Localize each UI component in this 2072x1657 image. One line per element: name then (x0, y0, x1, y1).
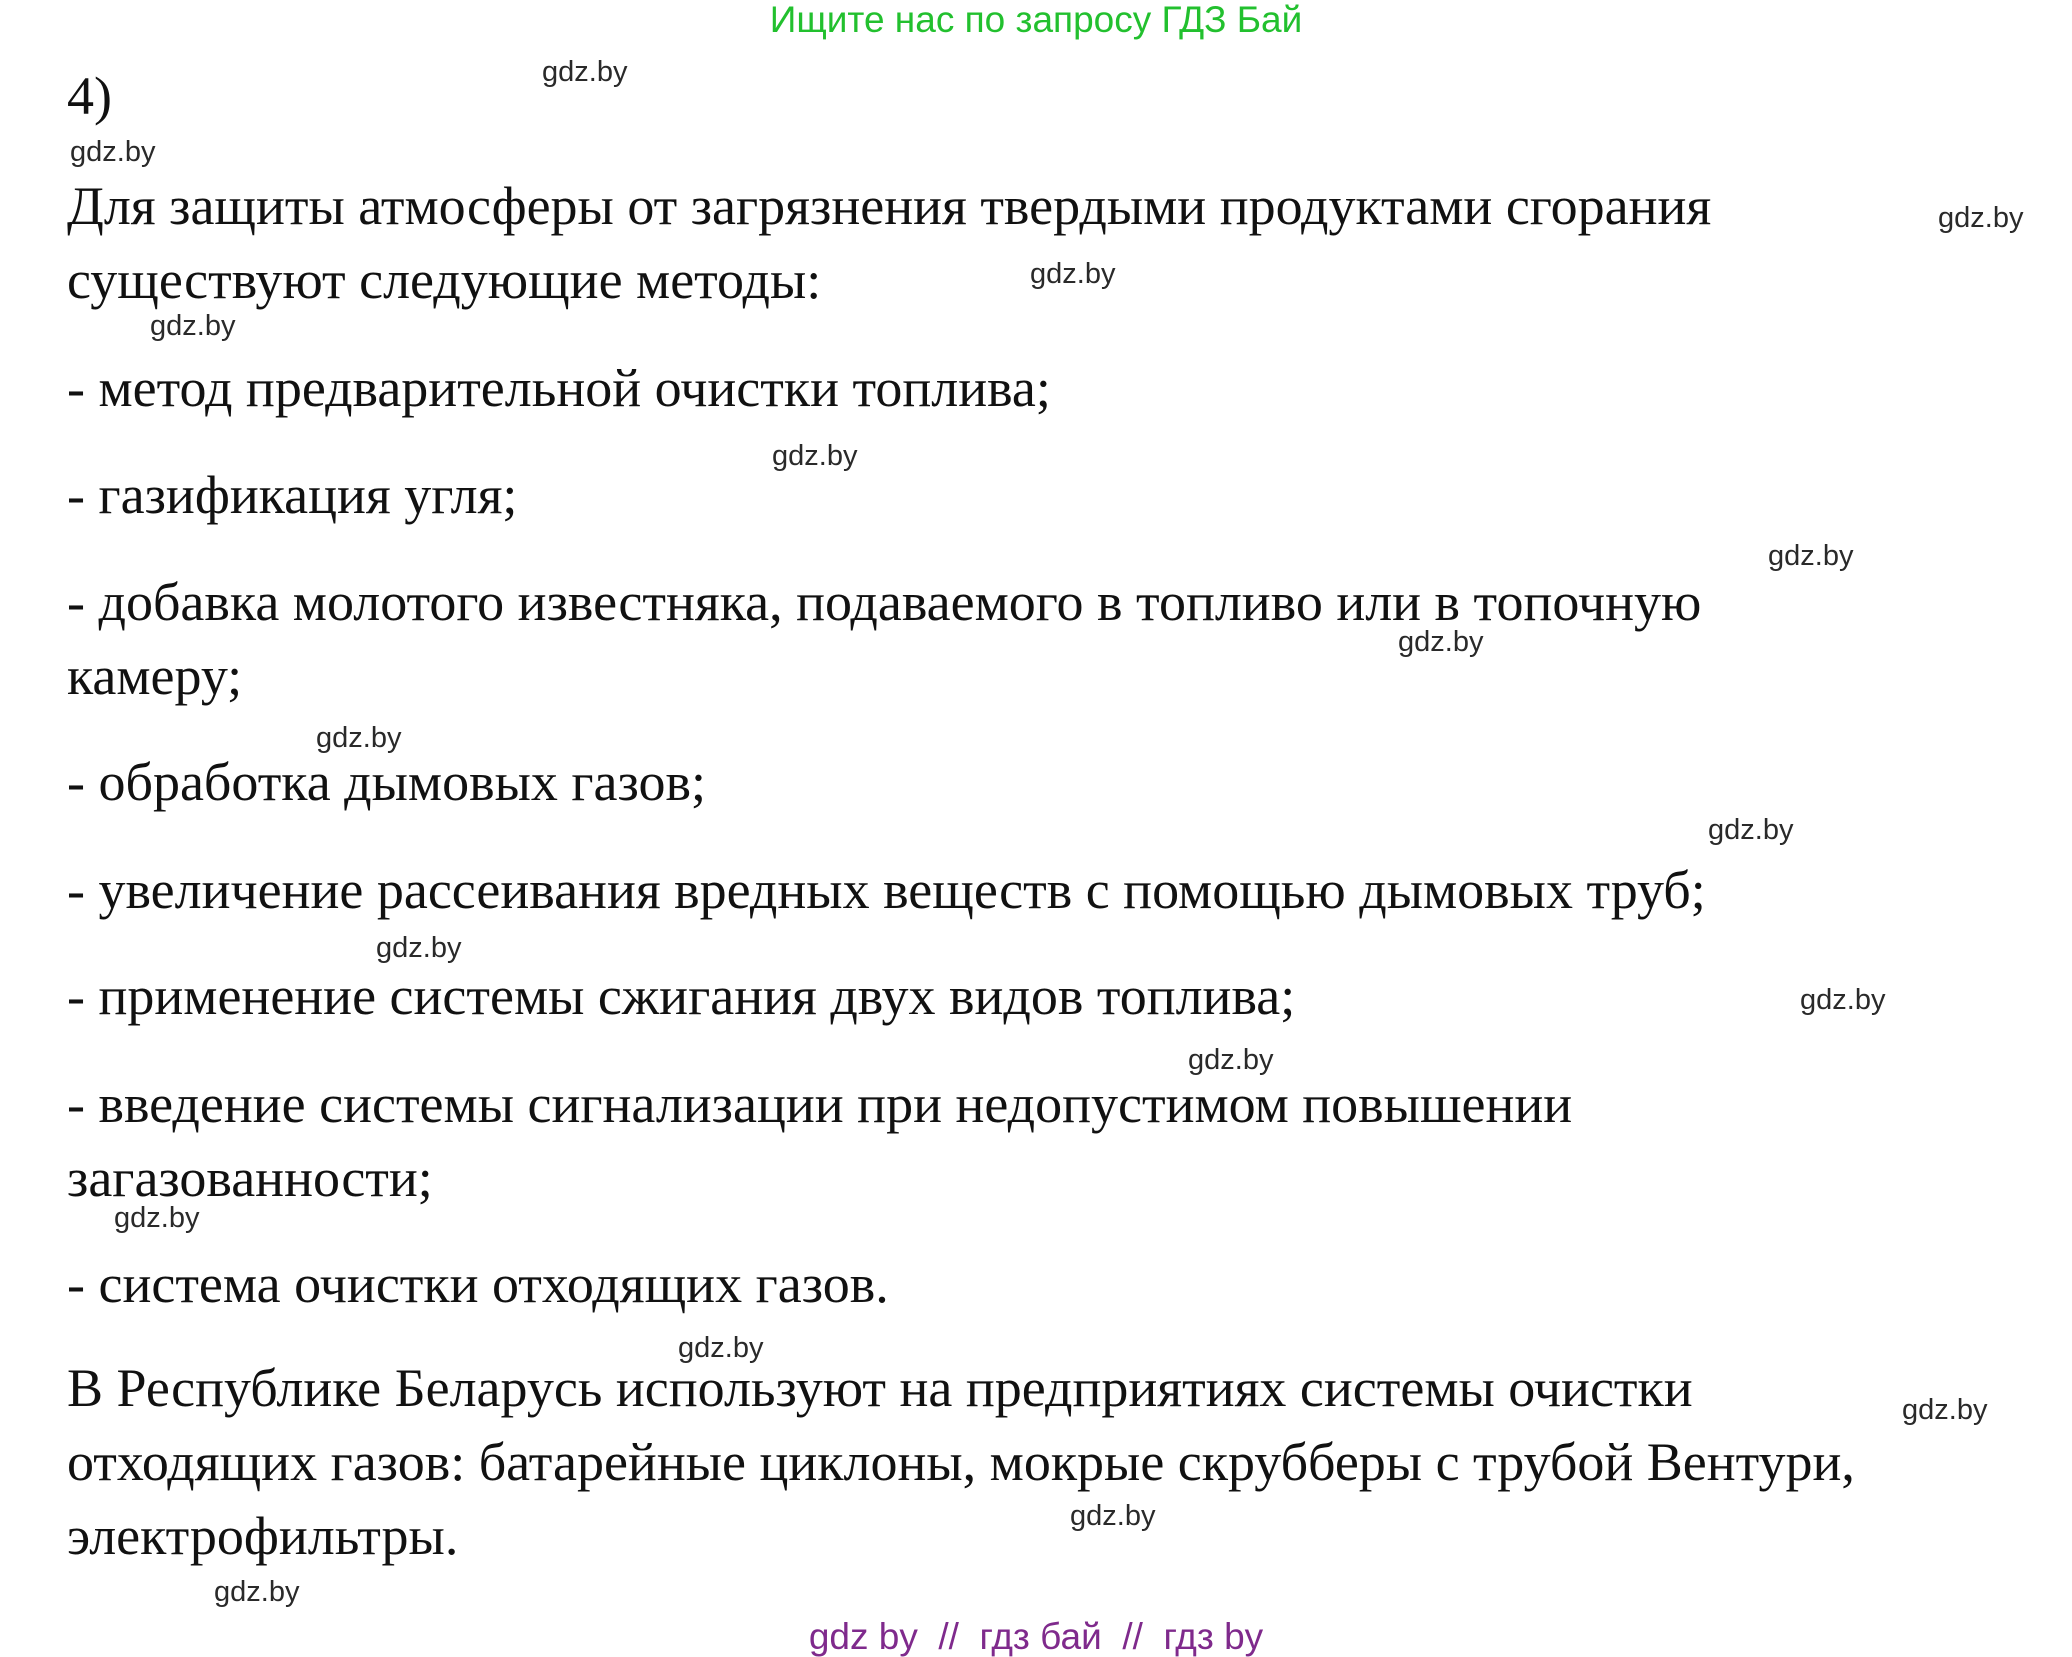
footer-brand: gdz by // гдз бай // гдз by (808, 1616, 1264, 1657)
method-item: - метод предварительной очистки топлива; (67, 358, 1051, 418)
method-item: - обработка дымовых газов; (67, 752, 707, 812)
method-item: - газификация угля; (67, 465, 518, 525)
conclusion-line-1: В Республике Беларусь используют на предприятиях системы очистки (67, 1358, 1693, 1418)
watermark: gdz.by (1768, 540, 1854, 572)
watermark: gdz.by (1030, 258, 1116, 290)
watermark: gdz.by (114, 1202, 200, 1234)
method-item: - применение системы сжигания двух видов топлива; (67, 966, 1296, 1026)
watermark: gdz.by (1070, 1500, 1156, 1532)
watermark: gdz.by (1902, 1394, 1988, 1426)
watermark: gdz.by (214, 1576, 300, 1608)
search-hint-banner: Ищите нас по запросу ГДЗ Бай (769, 0, 1303, 40)
task-number: 4) (67, 66, 112, 126)
method-item: - система очистки отходящих газов. (67, 1254, 889, 1314)
watermark: gdz.by (70, 136, 156, 168)
watermark: gdz.by (542, 56, 628, 88)
method-item: - добавка молотого известняка, подаваемого в топливо или в топочную (67, 572, 1702, 632)
conclusion-line-2: отходящих газов: батарейные циклоны, мокрые скрубберы с трубой Вентури, (67, 1432, 1855, 1492)
method-item-continuation: камеру; (67, 646, 243, 706)
watermark: gdz.by (1800, 984, 1886, 1016)
intro-line-2: существуют следующие методы: (67, 250, 822, 310)
watermark: gdz.by (1398, 626, 1484, 658)
watermark: gdz.by (150, 310, 236, 342)
watermark: gdz.by (376, 932, 462, 964)
method-item: - введение системы сигнализации при недопустимом повышении (67, 1074, 1573, 1134)
watermark: gdz.by (1938, 202, 2024, 234)
watermark: gdz.by (1708, 814, 1794, 846)
watermark: gdz.by (316, 722, 402, 754)
method-item-continuation: загазованности; (67, 1148, 433, 1208)
method-item: - увеличение рассеивания вредных веществ с помощью дымовых труб; (67, 860, 1706, 920)
conclusion-line-3: электрофильтры. (67, 1506, 459, 1566)
intro-line-1: Для защиты атмосферы от загрязнения твердыми продуктами сгорания (67, 176, 1712, 236)
watermark: gdz.by (678, 1332, 764, 1364)
watermark: gdz.by (772, 440, 858, 472)
watermark: gdz.by (1188, 1044, 1274, 1076)
